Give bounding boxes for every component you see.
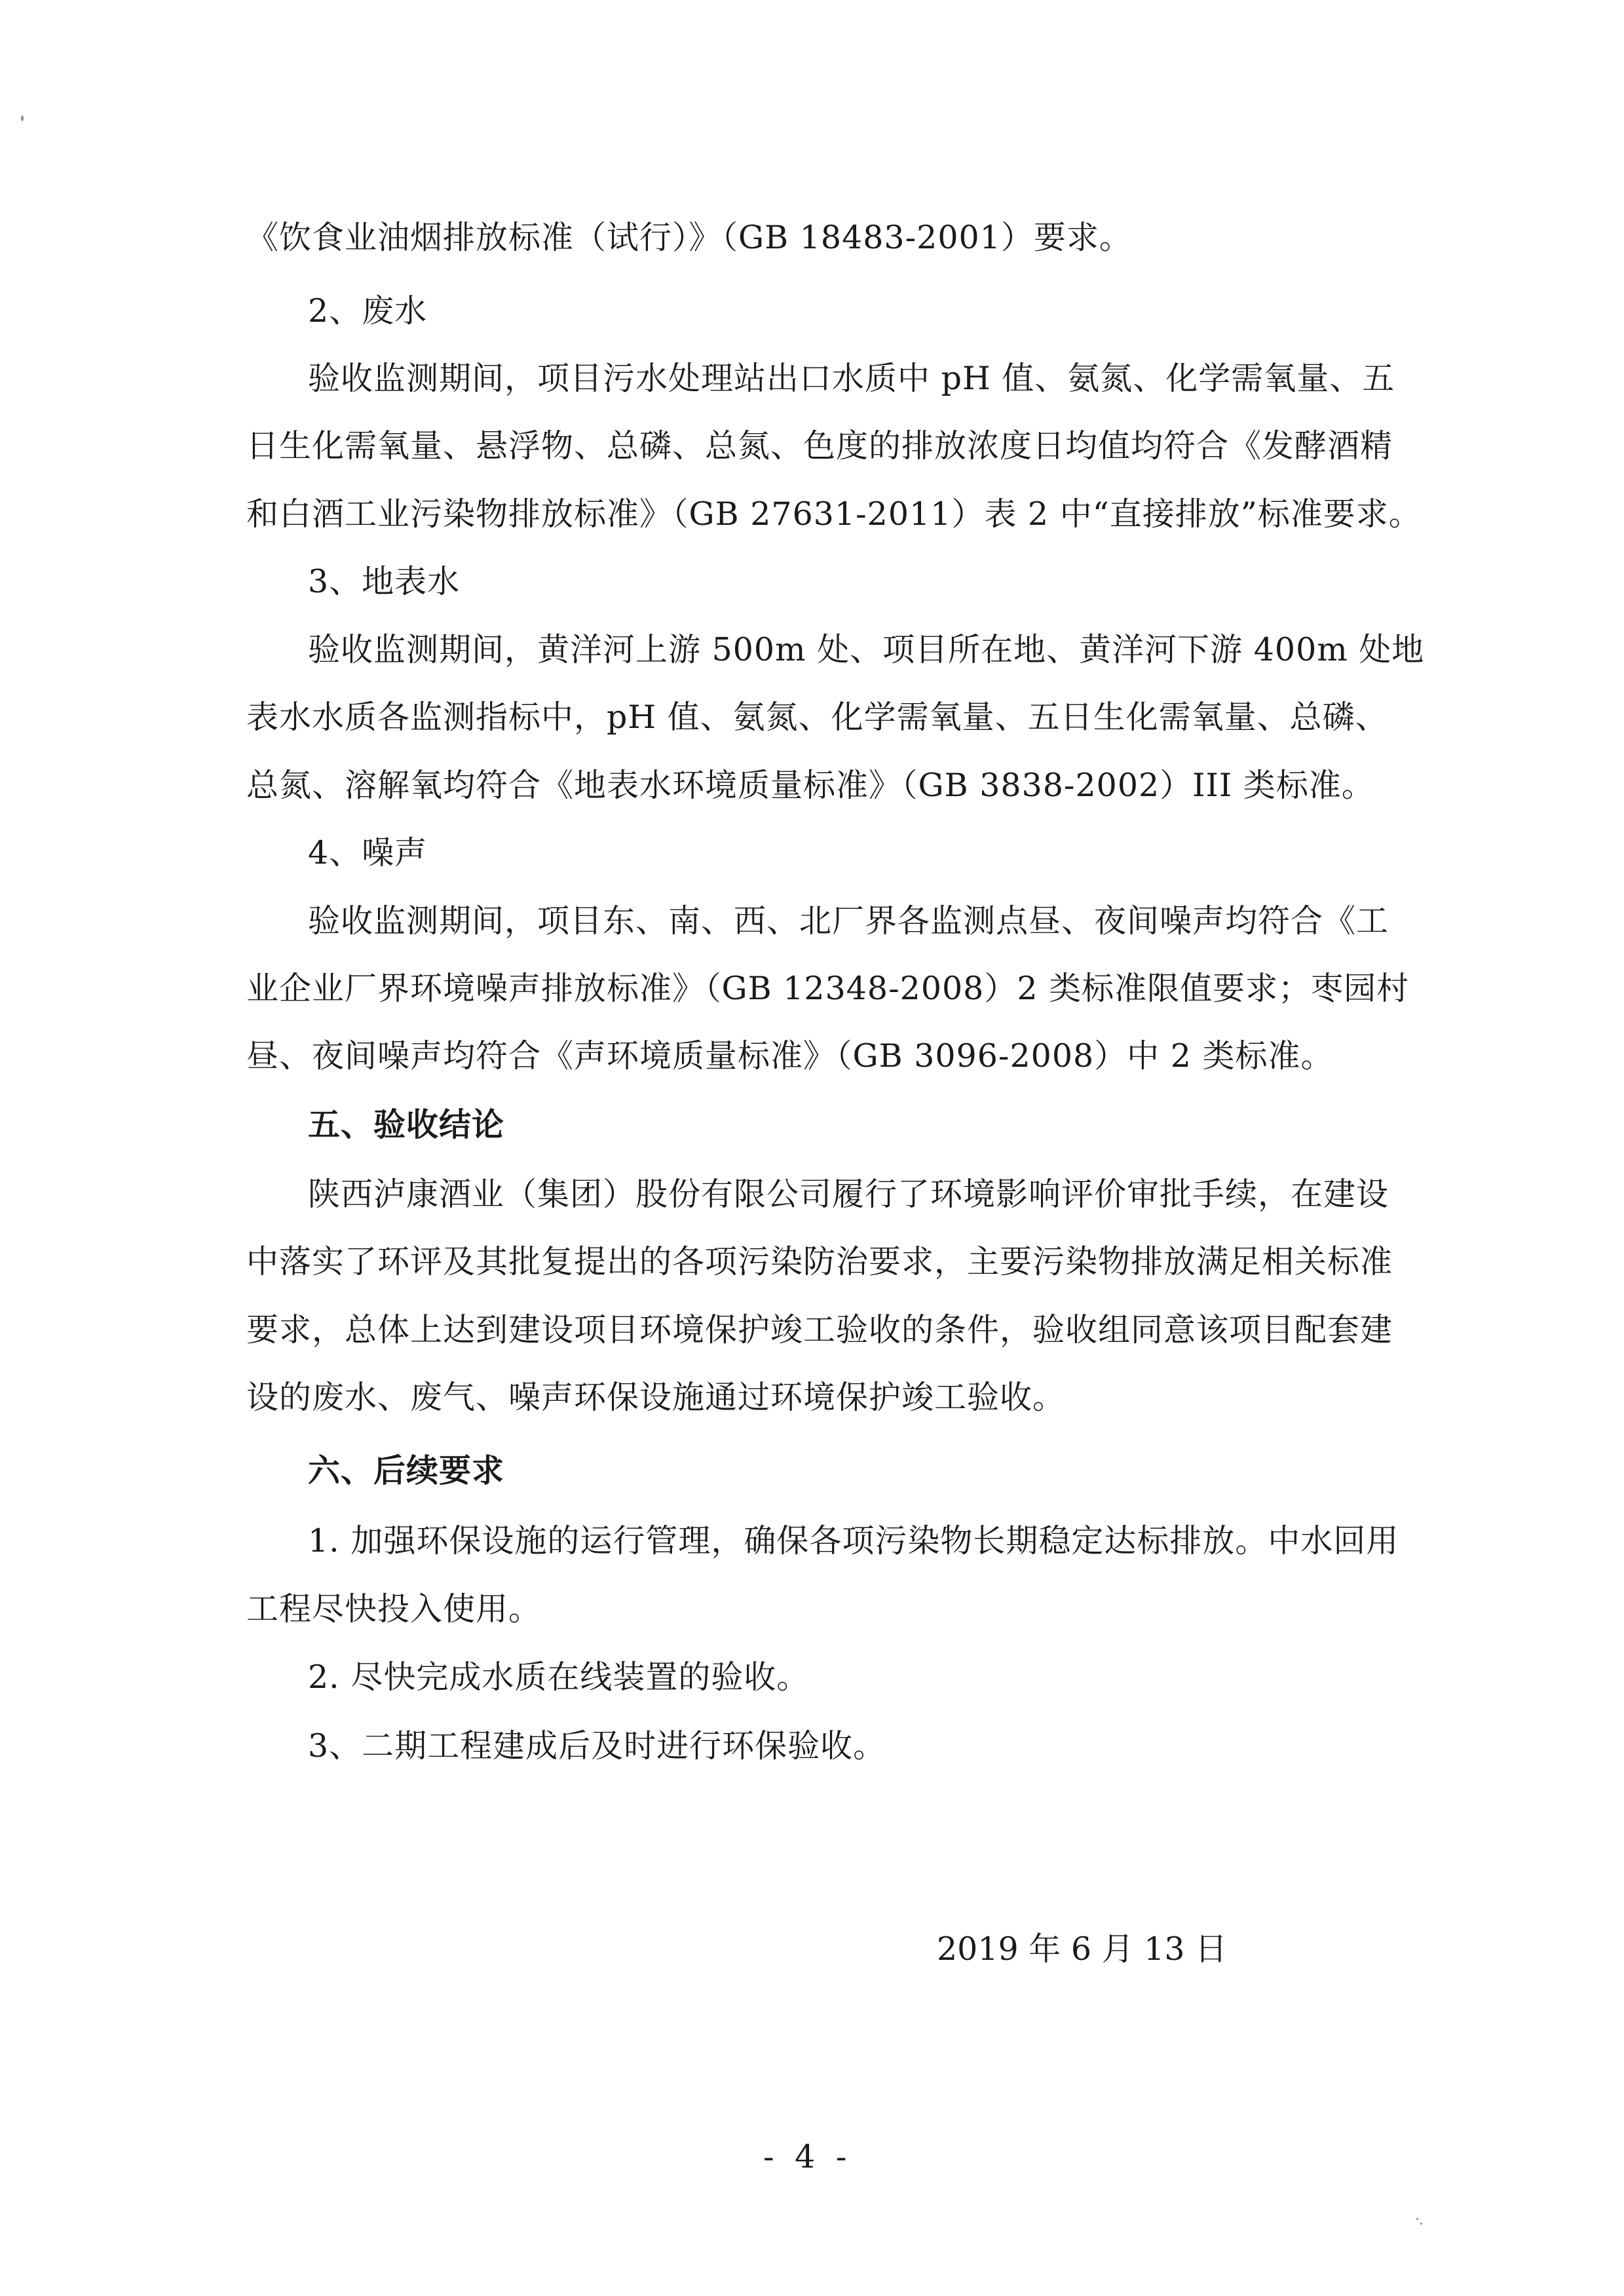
paragraph-line: 日生化需氧量、悬浮物、总磷、总氮、色度的排放浓度日均值均符合《发酵酒精 (246, 427, 1393, 465)
paragraph-line: 《饮食业油烟排放标准（试行）》（GB 18483-2001）要求。 (246, 219, 1132, 256)
paragraph-line: 要求，总体上达到建设项目环境保护竣工验收的条件，验收组同意该项目配套建 (246, 1311, 1393, 1349)
section-heading-surface-water: 3、地表水 (308, 563, 461, 600)
scan-speck (1416, 2218, 1418, 2220)
paragraph-line: 设的废水、废气、噪声环保设施通过环境保护竣工验收。 (246, 1379, 1066, 1416)
paragraph-line: 陕西泸康酒业（集团）股份有限公司履行了环境影响评价审批手续，在建设 (308, 1176, 1389, 1213)
section-heading-follow-up: 六、后续要求 (308, 1451, 505, 1489)
scan-speck (21, 115, 24, 121)
section-heading-noise: 4、噪声 (308, 834, 428, 871)
paragraph-line: 验收监测期间，项目污水处理站出口水质中 pH 值、氨氮、化学需氧量、五 (308, 360, 1395, 397)
section-heading-wastewater: 2、废水 (308, 292, 428, 330)
paragraph-line: 和白酒工业污染物排放标准》（GB 27631-2011）表 2 中“直接排放”标准要求。 (246, 495, 1422, 533)
page-number: - 4 - (763, 2138, 852, 2175)
section-heading-conclusion: 五、验收结论 (308, 1105, 505, 1143)
paragraph-line: 昼、夜间噪声均符合《声环境质量标准》（GB 3096-2008）中 2 类标准。 (246, 1037, 1334, 1075)
scan-speck (1420, 2223, 1422, 2225)
paragraph-line: 工程尽快投入使用。 (246, 1590, 542, 1628)
paragraph-line: 3、二期工程建成后及时进行环保验收。 (308, 1727, 886, 1765)
paragraph-line: 1. 加强环保设施的运行管理，确保各项污染物长期稳定达标排放。中水回用 (308, 1522, 1399, 1559)
paragraph-line: 2. 尽快完成水质在线装置的验收。 (308, 1658, 810, 1696)
paragraph-line: 验收监测期间，黄洋河上游 500m 处、项目所在地、黄洋河下游 400m 处地 (308, 631, 1425, 668)
paragraph-line: 业企业厂界环境噪声排放标准》（GB 12348-2008）2 类标准限值要求；枣园村 (246, 970, 1410, 1007)
paragraph-line: 总氮、溶解氧均符合《地表水环境质量标准》（GB 3838-2002）III 类标准。 (246, 767, 1374, 804)
paragraph-line: 中落实了环评及其批复提出的各项污染防治要求，主要污染物排放满足相关标准 (246, 1243, 1393, 1280)
paragraph-line: 验收监测期间，项目东、南、西、北厂界各监测点昼、夜间噪声均符合《工 (308, 902, 1389, 940)
paragraph-line: 表水水质各监测指标中，pH 值、氨氮、化学需氧量、五日生化需氧量、总磷、 (246, 698, 1388, 736)
document-date: 2019 年 6 月 13 日 (937, 1930, 1228, 1968)
